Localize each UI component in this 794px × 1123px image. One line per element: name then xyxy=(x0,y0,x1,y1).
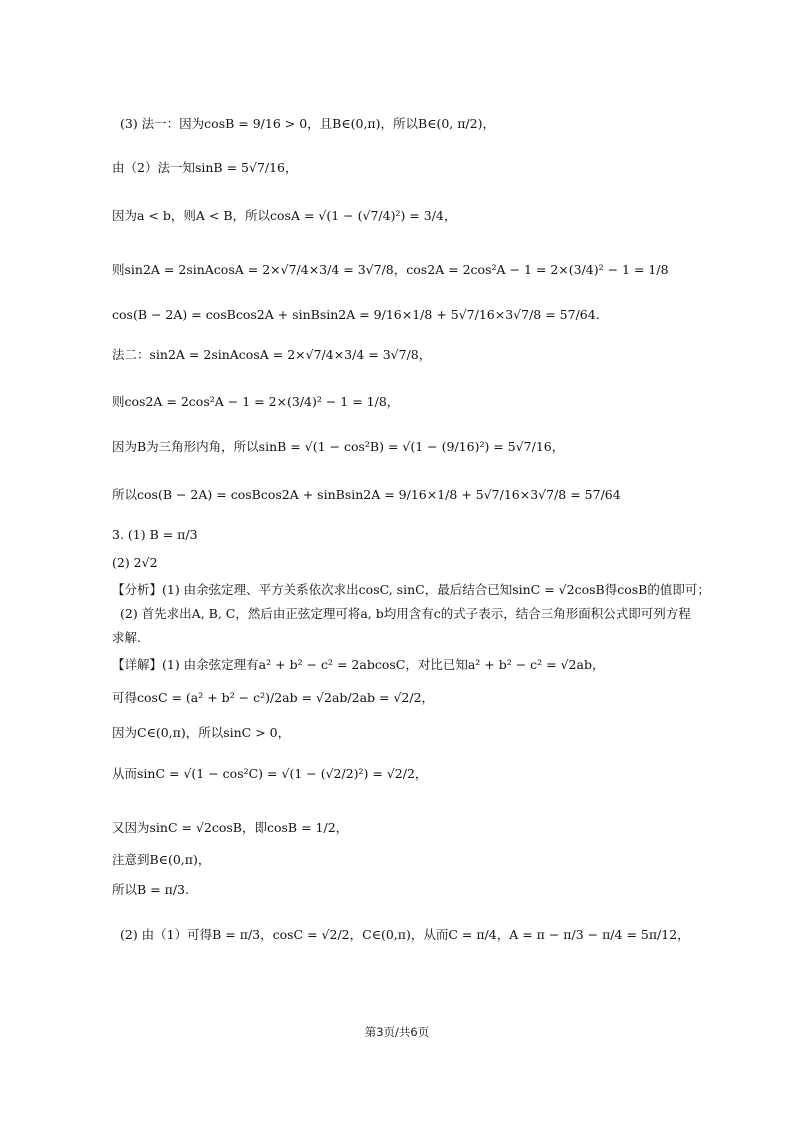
solution-line: 可得cosC = (a² + b² − c²)/2ab = √2ab/2ab = √2/2， xyxy=(112,690,435,705)
solution-line: 【分析】(1) 由余弦定理、平方关系依次求出cosC, sinC，最后结合已知sinC = √2cosB得cosB的值即可； xyxy=(112,582,710,597)
solution-line: 因为B为三角形内角，所以sinB = √(1 − cos²B) = √(1 − (9/16)²) = 5√7/16， xyxy=(112,439,565,454)
solution-line: (2) 首先求出A, B, C，然后由正弦定理可将a, b均用含有c的式子表示，结合三角形面积公式即可列方程 xyxy=(120,606,691,621)
solution-line: 所以B = π/3. xyxy=(112,882,189,897)
solution-line: (2) 2√2 xyxy=(112,555,158,570)
solution-line: 注意到B∈(0,π)， xyxy=(112,852,211,867)
solution-line: 则cos2A = 2cos²A − 1 = 2×(3/4)² − 1 = 1/8， xyxy=(112,394,400,409)
solution-line: 所以cos(B − 2A) = cosBcos2A + sinBsin2A = 9/16×1/8 + 5√7/16×3√7/8 = 57/64 xyxy=(112,487,621,502)
solution-line: 因为C∈(0,π)，所以sinC > 0， xyxy=(112,725,291,740)
solution-line: cos(B − 2A) = cosBcos2A + sinBsin2A = 9/16×1/8 + 5√7/16×3√7/8 = 57/64. xyxy=(112,307,600,322)
solution-line: 由（2）法一知sinB = 5√7/16， xyxy=(112,160,298,175)
solution-line: 则sin2A = 2sinAcosA = 2×√7/4×3/4 = 3√7/8，cos2A = 2cos²A − 1 = 2×(3/4)² − 1 = 1/8 xyxy=(112,262,669,277)
solution-line: 法二：sin2A = 2sinAcosA = 2×√7/4×3/4 = 3√7/8， xyxy=(112,347,432,362)
solution-line: 从而sinC = √(1 − cos²C) = √(1 − (√2/2)²) = √2/2， xyxy=(112,766,428,781)
solution-line: 3. (1) B = π/3 xyxy=(112,527,198,542)
solution-line: (2) 由（1）可得B = π/3，cosC = √2/2，C∈(0,π)，从而C = π/4，A = π − π/3 − π/4 = 5π/12， xyxy=(120,927,690,942)
solution-line: 【详解】(1) 由余弦定理有a² + b² − c² = 2abcosC，对比已知a² + b² − c² = √2ab， xyxy=(112,657,605,672)
solution-line: 又因为sinC = √2cosB，即cosB = 1/2， xyxy=(112,820,349,835)
solution-line: 因为a < b，则A < B，所以cosA = √(1 − (√7/4)²) = 3/4， xyxy=(112,208,457,223)
solution-line: 求解. xyxy=(112,630,141,645)
solution-line: (3) 法一：因为cosB = 9/16 > 0，且B∈(0,π)，所以B∈(0, π/2)， xyxy=(120,116,495,131)
page-footer: 第3页/共6页 xyxy=(364,1025,430,1039)
